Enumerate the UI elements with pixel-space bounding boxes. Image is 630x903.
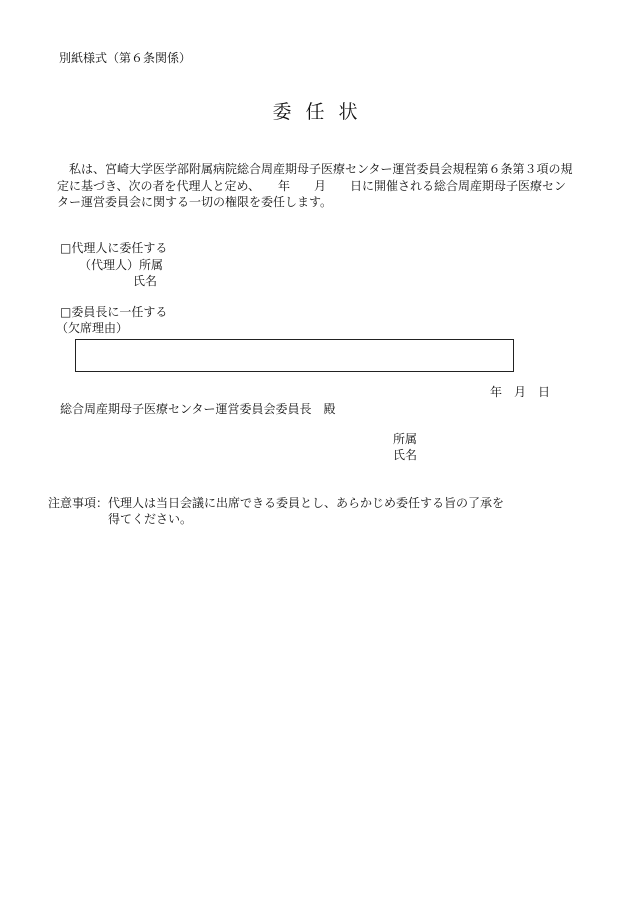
proxy-option-label: 代理人に委任する [71,241,168,255]
body-text-line: 私は、宮崎大学医学部附属病院総合周産期母子医療センター運営委員会規程第６条第３項の規 [69,162,573,176]
proxy-affiliation-label: （代理人）所属 [79,258,164,272]
signature-affiliation-label: 所属 [393,432,418,446]
chair-option[interactable] [60,306,167,318]
proxy-name-label: 氏名 [133,274,158,288]
notes-text-line: 代理人は当日会議に出席できる委員とし、あらかじめ委任する旨の了承を [108,496,505,510]
document-title: 委任状 [272,101,372,123]
checkbox-icon[interactable]: □ [60,305,72,319]
date-line: 年 月 日 [490,385,551,399]
absence-reason-field[interactable] [75,339,514,372]
signature-name-label: 氏名 [393,448,418,462]
addressee: 総合周産期母子医療センター運営委員会委員長 殿 [60,402,336,416]
notes-text-line: 得てください。 [108,512,193,526]
checkbox-icon[interactable]: □ [60,241,72,255]
proxy-option[interactable] [60,242,167,254]
chair-option-label: 委員長に一任する [71,305,168,319]
body-text-line: ター運営委員会に関する一切の権限を委任します。 [57,195,333,209]
attachment-label: 別紙様式（第６条関係） [59,51,192,65]
notes-label: 注意事項： [48,496,109,510]
body-text-line: 定に基づき、次の者を代理人と定め、 年 月 日に開催される総合周産期母子医療セン [57,179,567,193]
absence-reason-label: （欠席理由） [56,321,129,335]
